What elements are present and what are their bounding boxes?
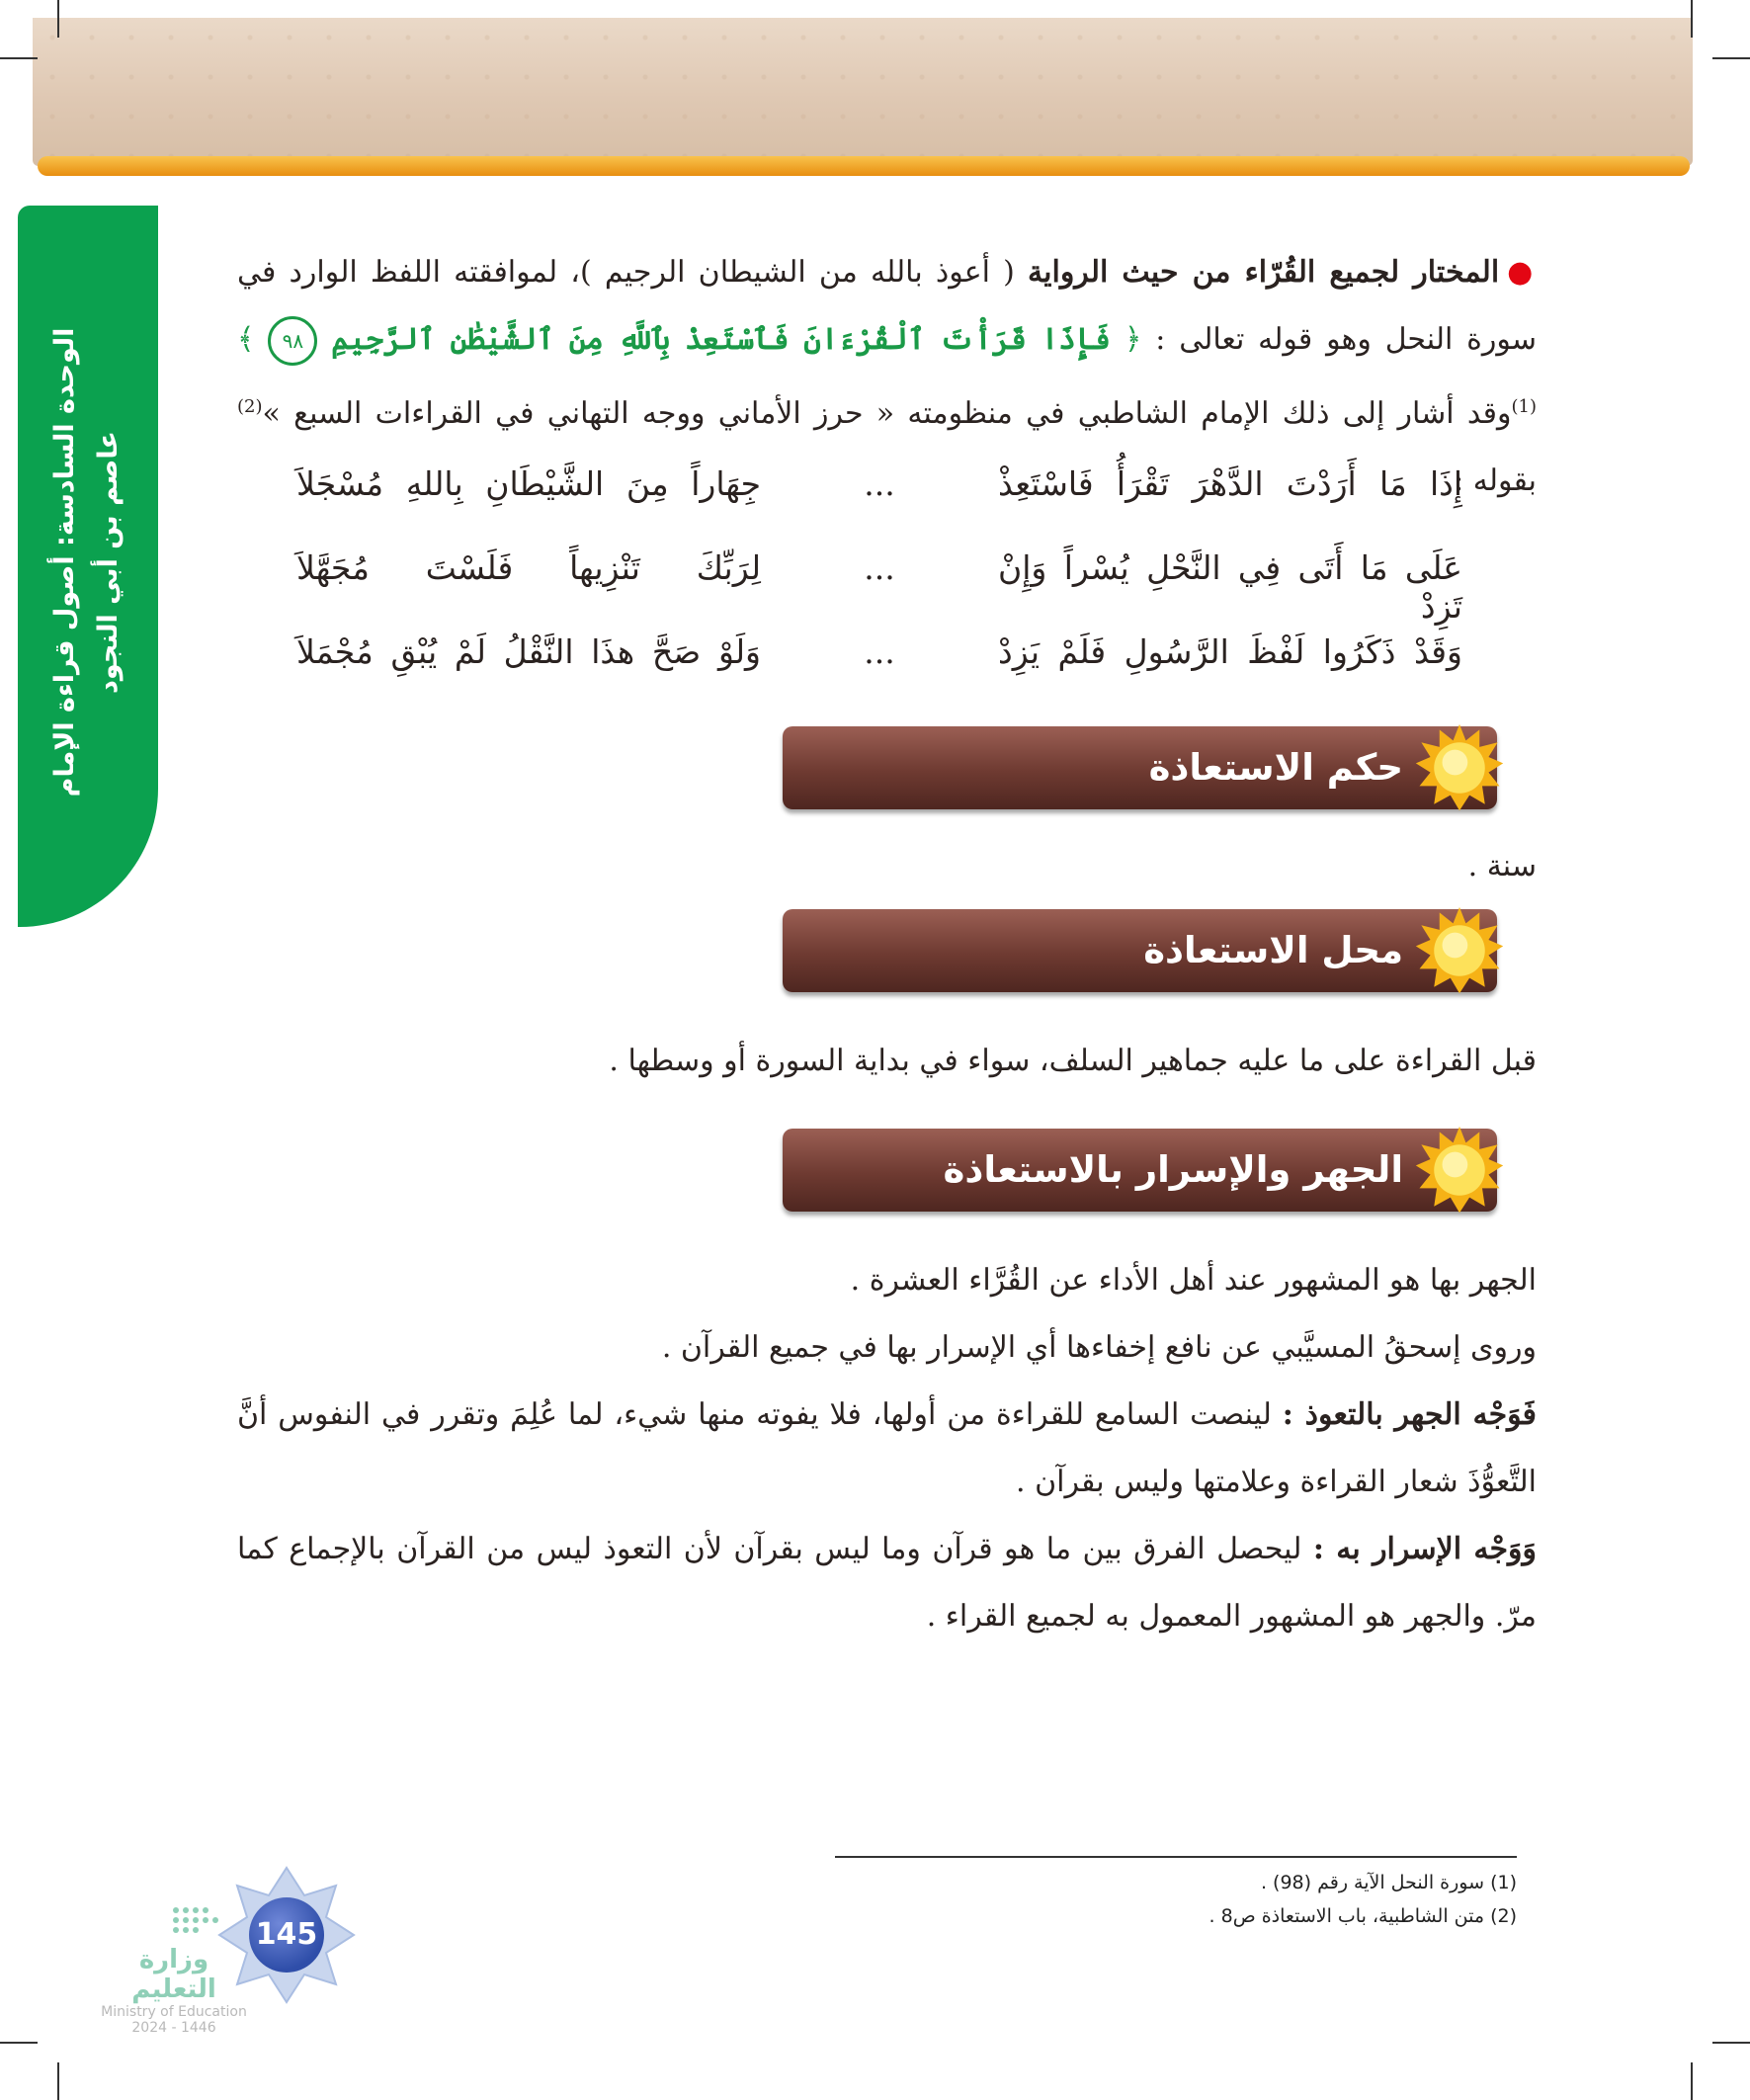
- section-title: حكم الاستعاذة: [1148, 746, 1403, 789]
- crop-mark: [1712, 2042, 1750, 2044]
- unit-side-tab: [18, 206, 158, 927]
- section-title: محل الاستعاذة: [1143, 929, 1403, 971]
- footnote-2: (2) متن الشاطبية، باب الاستعاذة ص8 .: [1208, 1905, 1517, 1927]
- footnote-divider: [835, 1856, 1517, 1858]
- poem-second-hemistich: لِرَبِّكَ تَنْزِيهاً فَلَسْتَ مُجَهَّلاَ: [296, 548, 761, 587]
- jahr-p4-lead: وَوَجْه الإسرار به :: [1312, 1532, 1537, 1566]
- section-banner: [783, 909, 1497, 992]
- header-band: [33, 18, 1693, 166]
- crop-mark: [0, 2042, 38, 2044]
- jahr-p2: وروى إسحقُ المسيَّبي عن نافع إخفاءها أي الإسرار بها في جميع القرآن .: [661, 1330, 1537, 1365]
- footnotes: [835, 1866, 1517, 1933]
- ayah-text: فَإِذَا قَرَأْتَ ٱلْقُرْءَانَ فَٱسْتَعِذْ بِٱللَّهِ مِنَ ٱلشَّيْطَٰنِ ٱلرَّجِيمِ: [331, 322, 1112, 357]
- crop-mark: [1712, 57, 1750, 59]
- crop-mark: [1691, 2062, 1693, 2100]
- poem-divider: ...: [864, 464, 895, 503]
- ministry-logo-dots-icon: [168, 1902, 247, 1942]
- sun-icon: [1414, 905, 1505, 996]
- section-banner: [783, 1129, 1497, 1212]
- jahr-p3-text: لينصت السامع للقراءة من أولها، فلا يفوته منها شيء، لما عُلِمَ وتقرر في النفوس أنَّ التَّعوُّذَ شعار القراءة وعلامتها وليس بقرآن .: [237, 1397, 1537, 1499]
- sun-icon: [1414, 1125, 1505, 1216]
- jahr-p3-lead: فَوَجْه الجهر بالتعوذ :: [1282, 1397, 1537, 1432]
- poem-line: [296, 464, 1462, 534]
- section-text: سنة .: [1467, 849, 1537, 883]
- poem-divider: ...: [864, 632, 895, 671]
- poem-second-hemistich: وَلَوْ صَحَّ هذَا النَّقْلُ لَمْ يُبْقِ مُجْمَلاَ: [296, 632, 761, 671]
- section-title: الجهر والإسرار بالاستعاذة: [943, 1148, 1403, 1191]
- ministry-logo: [95, 1945, 253, 2036]
- intro-lead: المختار لجميع القُرّاء من حيث الرواية: [1028, 255, 1500, 290]
- unit-title-line1: الوحدة السادسة: أصول قراءة الإمام: [49, 327, 80, 798]
- poem-divider: ...: [864, 548, 895, 587]
- crop-mark: [1691, 0, 1693, 38]
- crop-mark: [0, 57, 38, 59]
- ministry-name-en: Ministry of Education: [101, 2004, 247, 2020]
- poem-line: [296, 548, 1462, 626]
- section-body: [237, 1028, 1537, 1095]
- ministry-name-ar: وزارة التعليم: [131, 1945, 216, 2004]
- intro-text1: ، لموافقته اللفظ الوارد في سورة النحل وهو قوله تعالى :: [237, 255, 1537, 357]
- footnote-1: (1) سورة النحل الآية رقم (98) .: [1260, 1872, 1517, 1893]
- jahr-p3: [237, 1382, 1537, 1516]
- footnote-ref-2: (2): [237, 396, 263, 417]
- poem-first-hemistich: وَقَدْ ذَكَرُوا لَفْظَ الرَّسُولِ فَلَمْ يَزِدْ: [998, 632, 1462, 671]
- footnote-ref-1: (1): [1511, 396, 1537, 417]
- sun-icon: [1414, 722, 1505, 813]
- brace-open: ﴿: [1124, 322, 1142, 357]
- crop-mark: [57, 2062, 59, 2100]
- bullet-icon: ●: [1507, 255, 1538, 290]
- unit-title: [17, 241, 157, 883]
- intro-phrase: ( أعوذ بالله من الشيطان الرجيم ): [579, 255, 1015, 290]
- poem-second-hemistich: جِهَاراً مِنَ الشَّيْطَانِ بِاللهِ مُسْجَلاَ: [296, 464, 761, 503]
- poem-line: [296, 632, 1462, 702]
- section-body: [237, 1247, 1537, 1650]
- header-stripe: [38, 156, 1690, 176]
- section-text: قبل القراءة على ما عليه جماهير السلف، سواء في بداية السورة أو وسطها .: [609, 1044, 1537, 1078]
- poem-first-hemistich: عَلَى مَا أَتَى فِي النَّحْلِ يُسْراً وَإِنْ تَزِدْ: [998, 548, 1462, 626]
- unit-title-line2: عاصم بن أبي النجود: [93, 431, 124, 694]
- jahr-p1: الجهر بها هو المشهور عند أهل الأداء عن القُرَّاء العشرة .: [850, 1263, 1537, 1298]
- ayah-number: ٩٨: [268, 316, 317, 366]
- crop-mark: [57, 0, 59, 38]
- brace-close: ﴾: [237, 322, 255, 357]
- page-number: 145: [249, 1897, 324, 1973]
- intro-text2: وقد أشار إلى ذلك الإمام الشاطبي في منظومته « حرز الأماني ووجه التهاني في القراءات السبع »: [262, 396, 1512, 431]
- jahr-p4: [237, 1516, 1537, 1650]
- poem-first-hemistich: إِذَا مَا أَرَدْتَ الدَّهْرَ تَقْرَأُ فَاسْتَعِذْ: [998, 464, 1462, 503]
- intro-text3: بقوله :: [1454, 463, 1537, 498]
- section-body: [237, 833, 1537, 900]
- section-banner: [783, 726, 1497, 809]
- ministry-year: 2024 - 1446: [131, 2020, 216, 2036]
- jahr-p4-text: ليحصل الفرق بين ما هو قرآن وما ليس بقرآن لأن التعوذ ليس من القرآن بالإجماع كما مرّ. والجهر هو المشهور المعمول به لجميع القراء .: [237, 1532, 1537, 1634]
